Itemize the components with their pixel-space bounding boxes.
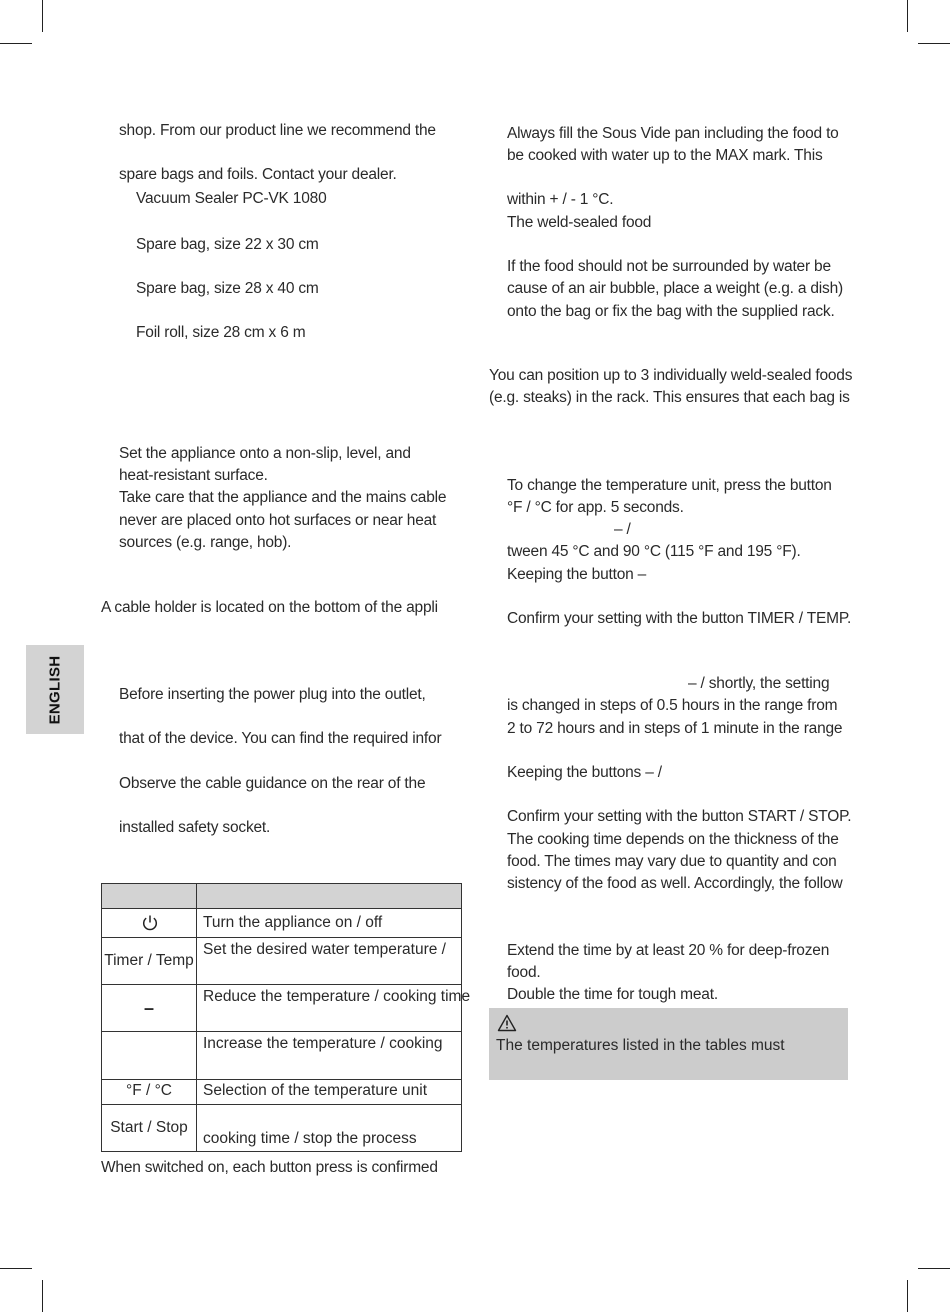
note-text: The temperatures listed in the tables must [496,1037,785,1054]
crop-mark [0,1268,32,1269]
body-text: The weld-sealed food [507,214,652,231]
table-cell-desc: Increase the temperature / cooking [203,1035,443,1052]
accessory-item: Spare bag, size 28 x 40 cm [136,280,319,297]
table-cell-desc: cooking time / stop the process [203,1130,417,1147]
body-text: within + / - 1 °C. [507,191,614,208]
language-tab-label: ENGLISH [46,655,64,724]
table-cell-label: Start / Stop [110,1119,188,1136]
body-text: installed safety socket. [119,819,271,836]
body-text: food. [507,964,541,981]
body-text: Always fill the Sous Vide pan including the food to [507,125,839,142]
body-text: The cooking time depends on the thickness of the [507,831,839,848]
body-text: tween 45 °C and 90 °C (115 °F and 195 °F). [507,543,801,560]
table-cell-desc: Selection of the temperature unit [203,1082,428,1099]
body-text: To change the temperature unit, press the button [507,477,832,494]
body-text: Confirm your setting with the button TIMER / TEMP. [507,610,852,627]
minus-plus-symbol: – / [614,521,631,538]
body-text: When switched on, each button press is confirmed [101,1159,438,1176]
table-header-row [101,883,462,909]
crop-mark [0,43,32,44]
crop-mark [918,43,950,44]
body-text: °F / °C for app. 5 seconds. [507,499,684,516]
body-text: spare bags and foils. Contact your dealer. [119,166,397,183]
body-text: Keeping the buttons – / [507,764,662,781]
accessory-item: Foil roll, size 28 cm x 6 m [136,324,306,341]
table-cell-label: °F / °C [126,1082,172,1099]
body-text: Before inserting the power plug into the outlet, [119,686,426,703]
body-text: Keeping the button – [507,566,647,583]
crop-mark [42,1280,43,1312]
table-cell-label: Timer / Temp [104,952,194,969]
power-icon [141,914,159,932]
body-text: sources (e.g. range, hob). [119,534,292,551]
table-cell-desc: Reduce the temperature / cooking time [203,988,471,1005]
body-text: food. The times may vary due to quantity and con [507,853,837,870]
crop-mark [907,1280,908,1312]
table-row [101,1080,462,1105]
table-row [101,985,471,1032]
body-text: Confirm your setting with the button START / STOP. [507,808,852,825]
table-cell-desc: Turn the appliance on / off [203,914,383,931]
accessory-item: Vacuum Sealer PC-VK 1080 [136,190,327,207]
body-text: be cooked with water up to the MAX mark. This [507,147,823,164]
body-text: If the food should not be surrounded by water be [507,258,831,275]
table-cell-label: – [143,998,154,1018]
body-text: Observe the cable guidance on the rear of the [119,775,426,792]
body-text: cause of an air bubble, place a weight (e.g. a dish) [507,280,843,297]
crop-mark [918,1268,950,1269]
body-text: shop. From our product line we recommend the [119,122,436,139]
body-text: 2 to 72 hours and in steps of 1 minute in the range [507,720,843,737]
body-text: Set the appliance onto a non-slip, level, and [119,445,411,462]
body-text: Extend the time by at least 20 % for deep-frozen [507,942,830,959]
body-text: never are placed onto hot surfaces or near heat [119,512,437,529]
body-text: heat-resistant surface. [119,467,268,484]
body-text: onto the bag or fix the bag with the supplied rack. [507,303,835,320]
table-row [101,938,462,985]
warning-icon [497,1014,517,1032]
crop-mark [42,0,43,32]
language-tab [26,645,84,734]
body-text: sistency of the food as well. Accordingly, the follow [507,875,843,892]
table-row [101,1032,462,1080]
body-text: that of the device. You can find the required infor [119,730,442,747]
body-text: Take care that the appliance and the mains cable [119,489,447,506]
note-box [489,1008,848,1080]
table-row [101,1105,462,1152]
body-text: is changed in steps of 0.5 hours in the range from [507,697,838,714]
body-text: You can position up to 3 individually weld-sealed foods [489,367,853,384]
body-text: (e.g. steaks) in the rack. This ensures that each bag is [489,389,850,406]
crop-mark [907,0,908,32]
table-row [101,908,462,938]
body-text: Double the time for tough meat. [507,986,718,1003]
body-text: – / shortly, the setting [688,675,830,692]
table-cell-desc: Set the desired water temperature / [203,941,446,958]
body-text: A cable holder is located on the bottom of the appli [101,599,438,616]
accessory-item: Spare bag, size 22 x 30 cm [136,236,319,253]
